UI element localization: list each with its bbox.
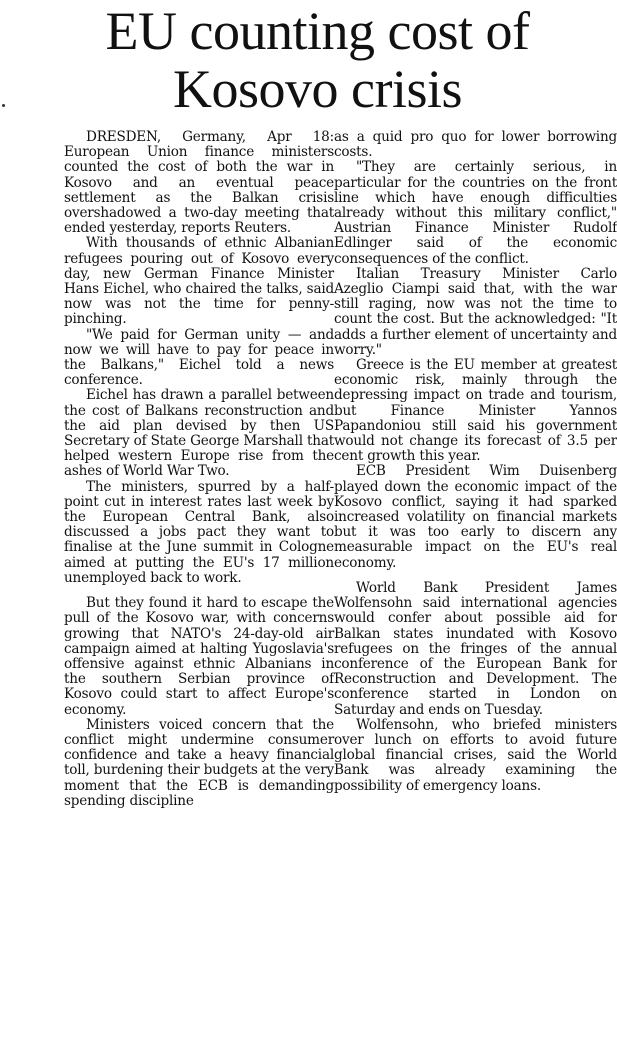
paragraph: Greece is the EU member at greatest economic risk, mainly through the depressing impact on trade and tourism, but Finance Minister Yannos Papandoniou still said his government would not change its forecast of 3.5 per cent growth this year. (334, 357, 617, 465)
left-column (64, 130, 334, 809)
paragraph: DRESDEN, Germany, Apr 18: European Union finance ministers counted the cost of both the war in Kosovo and an eventual peace settlement as the Balkan crisis overshadowed a two-day meeting that ended yesterday, reports Reuters. (64, 129, 334, 237)
paragraph: Wolfensohn, who briefed ministers over lunch on efforts to avoid future global financial crises, said the World Bank was already examining the possibility of emergency loans. (334, 716, 617, 794)
paragraph: ECB President Wim Duisenberg played down the economic impact of the Kosovo conflict, saying it had sparked increased volatility on financial markets but it was too early to discern any measurable impact on the EU's real economy. (334, 463, 617, 571)
paragraph: The ministers, spurred by a half-point cut in interest rates last week by the European Central Bank, also discussed a jobs pact they want to finalise at the June summit in Cologne aimed at putting the EU's 17 million unemployed back to work. (64, 478, 334, 586)
paragraph: Ministers voiced concern that the conflict might undermine consumer confidence and take a heavy financial toll, burdening their budgets at the very moment that the ECB is demanding spending discipline (64, 716, 334, 809)
headline-line-2: Kosovo crisis (173, 59, 462, 119)
headline (26, 2, 609, 118)
newspaper-clipping (26, 0, 617, 1030)
paragraph: World Bank President James Wolfensohn said international agencies would confer about possible aid for Balkan states inundated with Kosovo refugees on the fringes of the annual conference of the European Bank for Reconstruction and Development. The conference started in London on Saturday and ends on Tuesday. (334, 579, 617, 718)
paragraph: Eichel has drawn a parallel between the cost of Balkans reconstruction and the aid plan devised by then US Secretary of State George Marshall that helped western Europe rise from the ashes of World War Two. (64, 387, 334, 480)
headline-line-1: EU counting cost of (105, 1, 530, 61)
paragraph: as a quid pro quo for lower borrowing costs. (334, 129, 617, 161)
paragraph: "We paid for German unity — and now we will have to pay for peace in the Balkans," Eichel told a news conference. (64, 326, 334, 389)
paragraph: Italian Treasury Minister Carlo Azeglio Ciampi said that, with the war still raging, now was not the time to count the cost. But the acknowledged: "It adds a further element of uncertainty and worry." (334, 265, 617, 358)
paragraph: With thousands of ethnic Albanian refugees pouring out of Kosovo every day, new German Finance Minister Hans Eichel, who chaired the talks, said now was not the time for penny-pinching. (64, 235, 334, 328)
speck (2, 104, 5, 107)
right-column (334, 130, 617, 794)
paragraph: "They are certainly serious, in particular for the countries on the front line which have enough difficulties already without this military conflict," Austrian Finance Minister Rudolf Edlinger said of the economic consequences of the conflict. (334, 159, 617, 267)
paragraph: But they found it hard to escape the pull of the Kosovo war, with concerns growing that NATO's 24-day-old air campaign aimed at halting Yugoslavia's offensive against ethnic Albanians in the southern Serbian province of Kosovo could start to affect Europe's economy. (64, 595, 334, 718)
